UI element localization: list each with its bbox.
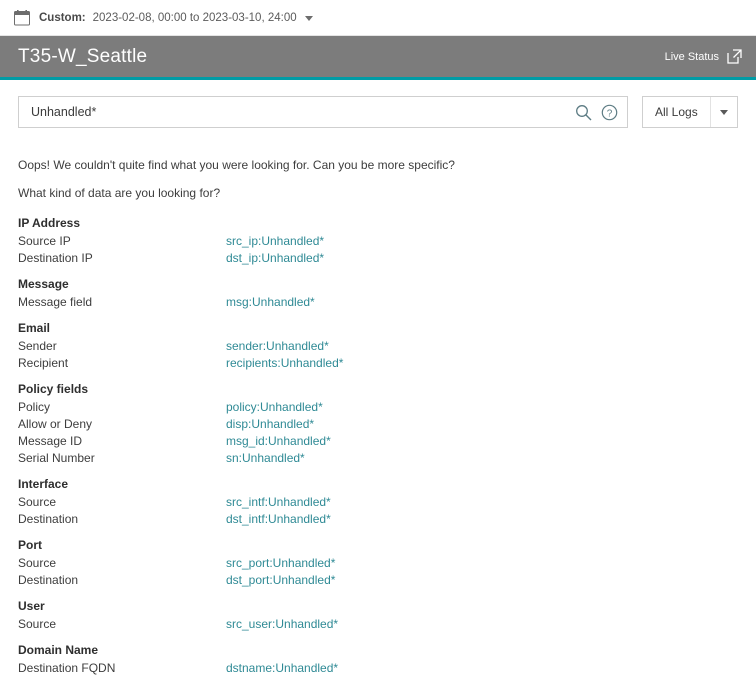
suggestion-row xyxy=(18,294,738,311)
suggestion-group xyxy=(18,321,738,372)
help-circle-icon[interactable] xyxy=(599,102,619,122)
suggestion-row xyxy=(18,494,738,511)
suggestion-row xyxy=(18,250,738,267)
suggestion-label: Recipient xyxy=(18,356,69,370)
suggestion-group xyxy=(18,643,738,677)
suggestion-query-link[interactable]: src_user:Unhandled* xyxy=(226,617,339,631)
group-title: Message xyxy=(18,277,69,291)
suggestion-query-link[interactable]: msg:Unhandled* xyxy=(226,295,315,309)
suggestion-label: Source IP xyxy=(18,234,71,248)
log-type-select[interactable] xyxy=(642,96,738,128)
suggestion-label: Source xyxy=(18,617,57,631)
live-status-button[interactable] xyxy=(665,49,742,64)
suggestion-row xyxy=(18,433,738,450)
suggestion-row xyxy=(18,511,738,528)
prompt-message: What kind of data are you looking for? xyxy=(18,186,221,200)
group-title: Interface xyxy=(18,477,69,491)
suggestion-label: Source xyxy=(18,556,57,570)
suggestion-group xyxy=(18,277,738,311)
suggestion-query-link[interactable]: src_ip:Unhandled* xyxy=(226,234,325,248)
date-range-value: 2023-02-08, 00:00 to 2023-03-10, 24:00 xyxy=(92,11,297,24)
suggestion-group xyxy=(18,216,738,267)
suggestion-row xyxy=(18,572,738,589)
suggestion-row xyxy=(18,399,738,416)
search-results-panel xyxy=(0,80,756,675)
date-range-bar[interactable] xyxy=(0,0,756,36)
external-link-icon xyxy=(727,49,742,64)
suggestion-query-link[interactable]: dst_ip:Unhandled* xyxy=(226,251,325,265)
suggestion-label: Message field xyxy=(18,295,93,309)
suggestion-query-link[interactable]: dstname:Unhandled* xyxy=(226,661,339,675)
suggestion-label: Policy xyxy=(18,400,51,414)
suggestion-row xyxy=(18,338,738,355)
suggestion-groups xyxy=(18,216,738,677)
suggestion-label: Destination xyxy=(18,573,79,587)
group-title: Port xyxy=(18,538,42,552)
suggestion-label: Destination IP xyxy=(18,251,93,265)
suggestion-label: Allow or Deny xyxy=(18,417,93,431)
suggestion-group xyxy=(18,538,738,589)
chevron-down-icon[interactable] xyxy=(710,97,737,127)
date-range-label: Custom: xyxy=(39,11,86,24)
suggestion-row xyxy=(18,450,738,467)
calendar-icon xyxy=(14,10,30,26)
live-status-label: Live Status xyxy=(664,50,719,63)
suggestion-row xyxy=(18,233,738,250)
suggestion-label: Destination FQDN xyxy=(18,661,116,675)
group-title: IP Address xyxy=(18,216,81,230)
suggestion-query-link[interactable]: src_port:Unhandled* xyxy=(226,556,336,570)
suggestion-query-link[interactable]: msg_id:Unhandled* xyxy=(226,434,331,448)
chevron-down-icon[interactable] xyxy=(305,16,313,21)
suggestion-group xyxy=(18,382,738,467)
suggestion-row xyxy=(18,660,738,677)
suggestion-group xyxy=(18,477,738,528)
suggestion-row xyxy=(18,555,738,572)
group-title: Domain Name xyxy=(18,643,99,657)
search-icon[interactable] xyxy=(573,102,593,122)
no-results-message: Oops! We couldn't quite find what you were looking for. Can you be more specific? xyxy=(18,158,455,172)
suggestion-label: Destination xyxy=(18,512,79,526)
suggestion-query-link[interactable]: sender:Unhandled* xyxy=(226,339,329,353)
suggestion-row xyxy=(18,616,738,633)
group-title: User xyxy=(18,599,45,613)
suggestion-query-link[interactable]: src_intf:Unhandled* xyxy=(226,495,331,509)
page-title: T35-W_Seattle xyxy=(18,45,148,67)
group-title: Email xyxy=(18,321,51,335)
device-title-bar xyxy=(0,36,756,80)
search-input[interactable] xyxy=(31,105,567,119)
suggestion-label: Source xyxy=(18,495,57,509)
search-box[interactable] xyxy=(18,96,628,128)
suggestion-query-link[interactable]: disp:Unhandled* xyxy=(226,417,315,431)
suggestion-query-link[interactable]: dst_port:Unhandled* xyxy=(226,573,336,587)
suggestion-label: Message ID xyxy=(18,434,83,448)
search-row xyxy=(18,96,738,128)
svg-text:?: ? xyxy=(606,107,612,119)
suggestion-row xyxy=(18,355,738,372)
suggestion-query-link[interactable]: sn:Unhandled* xyxy=(226,451,305,465)
suggestion-query-link[interactable]: policy:Unhandled* xyxy=(226,400,323,414)
suggestion-label: Serial Number xyxy=(18,451,95,465)
log-type-value: All Logs xyxy=(655,105,698,119)
suggestion-group xyxy=(18,599,738,633)
suggestion-query-link[interactable]: dst_intf:Unhandled* xyxy=(226,512,331,526)
suggestion-label: Sender xyxy=(18,339,57,353)
suggestion-row xyxy=(18,416,738,433)
group-title: Policy fields xyxy=(18,382,89,396)
suggestion-query-link[interactable]: recipients:Unhandled* xyxy=(226,356,344,370)
